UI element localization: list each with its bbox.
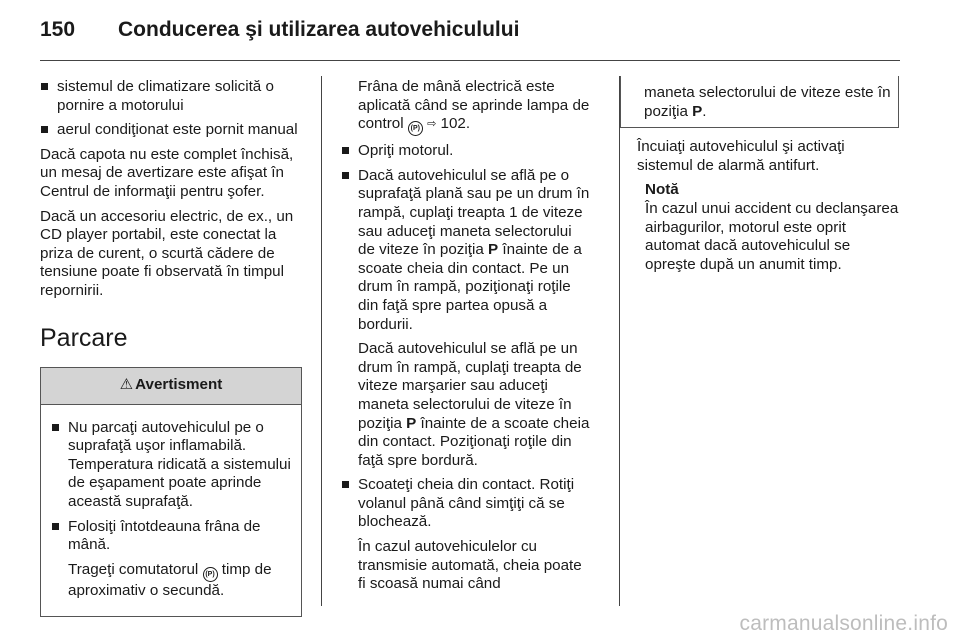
note-text: În cazul unui accident cu declanşarea airbagurilor, motorul este oprit automat dacă autovehiculul se opreşte după un anumit timp. [645, 199, 899, 273]
page-header [40, 10, 900, 50]
list-item: aerul condiţionat este pornit manual [40, 121, 302, 140]
warning-triangle-icon: ⚠ [119, 376, 134, 394]
column-divider-1 [321, 76, 322, 606]
paragraph-lock: Încuiaţi autovehiculul şi activaţi sistemul de alarmă antifurt. [637, 138, 845, 174]
parking-brake-icon: (P) [203, 567, 218, 582]
chapter-title: Conducerea şi utilizarea autovehiculului [118, 18, 520, 41]
page-reference-arrow-icon: ⇨ [427, 118, 437, 131]
list-item: Opriţi motorul. [341, 142, 591, 161]
column-1 [40, 78, 302, 617]
note-block [637, 181, 900, 274]
page-reference[interactable]: 102. [440, 115, 471, 133]
warning-header [41, 368, 301, 405]
bullet-square-icon [52, 523, 59, 530]
header-divider [40, 60, 900, 61]
warning-box [40, 367, 302, 618]
continuation-box: maneta selectorului de viteze este în poziţia P. [620, 76, 899, 128]
watermark: carmanualsonline.info [739, 612, 948, 635]
bullet-square-icon [342, 172, 349, 179]
column-2 [341, 78, 591, 600]
warning-title: Avertisment [135, 376, 223, 394]
page-number: 150 [40, 18, 76, 41]
warning-sub-paragraph: Trageţi comutatorul (P) timp de aproximativ o secundă. [68, 560, 272, 599]
continuation-paragraph: Frâna de mână electrică este aplicată când se aprinde lampa de control (P) ⇨ 102. [341, 78, 591, 136]
paragraph-hood-warning: Dacă capota nu este complet închisă, un mesaj de avertizare este afişat în Centrul de informaţii pentru şofer. [40, 145, 294, 200]
paragraph-voltage-drop: Dacă un accesoriu electric, de ex., un CD player portabil, este conectat la priza de curent, o scurtă cădere de tensiune poate fi observată în timpul repornirii. [40, 207, 294, 299]
bullet-square-icon [342, 481, 349, 488]
warning-body [41, 405, 301, 617]
column-3 [620, 76, 900, 274]
sub-paragraph-reverse: Dacă autovehiculul se află pe un drum în rampă, cuplaţi treapta de viteze marşarier sau aduceţi maneta selectorului de viteze în poziţia P înainte de a scoate cheia din contact. Poziţionaţi roţile din faţă spre bordură. [358, 340, 590, 469]
bullet-square-icon [52, 424, 59, 431]
list-item: sistemul de climatizare solicită o pornire a motorului [40, 78, 302, 115]
note-title: Notă [645, 181, 679, 199]
list-item: Dacă autovehiculul se află pe o suprafaţă plană sau pe un drum în rampă, cuplaţi treapta 1 de viteze sau aduceţi maneta selectorului de viteze în poziţia P înainte de a scoate cheia din contact. Pe un drum în rampă, poziţionaţi roţile din faţă spre partea opusă a bordurii. [341, 167, 591, 334]
sub-paragraph-automatic: În cazul autovehiculelor cu transmisie automată, cheia poate fi scoasă numai când [358, 538, 582, 593]
list-item: Nu parcaţi autovehiculul pe o suprafaţă uşor inflamabilă. Temperatura ridicată a sistemului de eşapament poate aprinde această suprafaţă. [51, 419, 291, 512]
bullet-square-icon [342, 147, 349, 154]
bullet-square-icon [41, 83, 48, 90]
list-item: Folosiţi întotdeauna frâna de mână. [51, 518, 291, 555]
list-item: Scoateţi cheia din contact. Rotiţi volanul până când simţiţi că se blochează. [341, 476, 591, 532]
section-title: Parcare [40, 323, 128, 352]
parking-brake-icon: (P) [408, 121, 423, 136]
bullet-square-icon [41, 126, 48, 133]
